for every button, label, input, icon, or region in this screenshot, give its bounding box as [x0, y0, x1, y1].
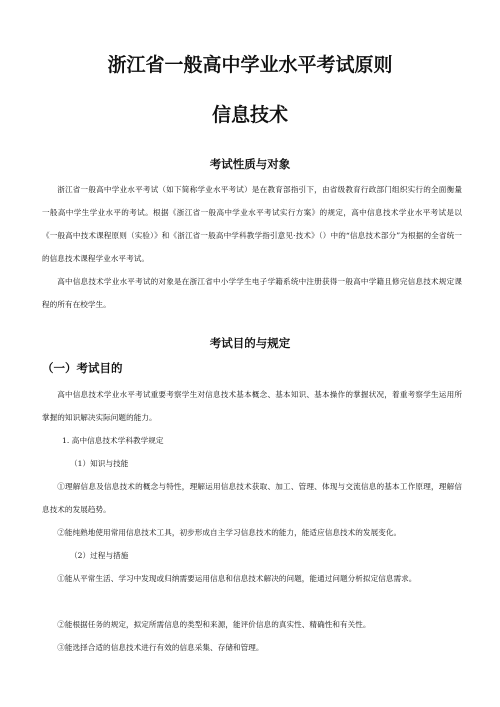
list-heading-process: （2）过程与措施: [70, 551, 129, 560]
section-heading-purpose: 考试目的与规定: [209, 336, 291, 350]
paragraph-purpose-1: 高中信息技术学业水平考试重要考察学生对信息技术基本概念、基本知识、基本操作的掌握状况，着重考察学生运用所掌握的知识解决实际问题的能力。: [42, 390, 462, 422]
list-item-process-2: ②能根据任务的规定，拟定所需信息的类型和来源，能评价信息的真实性、精确性和有关性。: [57, 620, 371, 629]
list-heading-requirements: 1. 高中信息技术学科教学规定: [62, 436, 164, 445]
section-heading-nature: 考试性质与对象: [209, 157, 291, 171]
subheading-purpose: （一）考试目的: [42, 361, 123, 375]
list-heading-knowledge: （1）知识与技能: [70, 459, 129, 468]
list-item-process-3: ③能选择合适的信息技术进行有效的信息采集、存储和管理。: [57, 643, 264, 652]
list-item-knowledge-1: ①理解信息及信息技术的概念与特性，理解运用信息技术获取、加工、管理、体现与交流信息的基本工作原理，理解信息技术的发展趋势。: [42, 482, 462, 514]
document-title: 浙江省一般高中学业水平考试原则: [107, 54, 393, 76]
document-subtitle: 信息技术: [211, 104, 288, 126]
paragraph-nature-2: 高中信息技术学业水平考试的对象是在浙江省中小学学生电子学籍系统中注册获得一般高中学籍且修完信息技术规定课程的所有在校学生。: [42, 277, 462, 309]
paragraph-nature-1: 浙江省一般高中学业水平考试（如下简称学业水平考试）是在教育部指引下，由省级教育行政部门组织实行的全面衡量一般高中学生学业水平的考试。根据《浙江省一般高中学业水平考试实行方案》的规定，高中信息技术学业水平考试是以《一般高中技术课程原则（实验）》和《浙江省一般高中学科教学指引意见·技术》（）中的“信息技术部分”为根据的全省统一的信息技术课程学业水平考试。: [42, 185, 462, 263]
list-item-knowledge-2: ②能纯熟地使用常用信息技术工具，初步形成自主学习信息技术的能力，能适应信息技术的发展变化。: [57, 528, 402, 537]
list-item-process-1: ①能从平常生活、学习中发现或归纳需要运用信息和信息技术解决的问题，能通过问题分析拟定信息需求。: [57, 574, 417, 583]
